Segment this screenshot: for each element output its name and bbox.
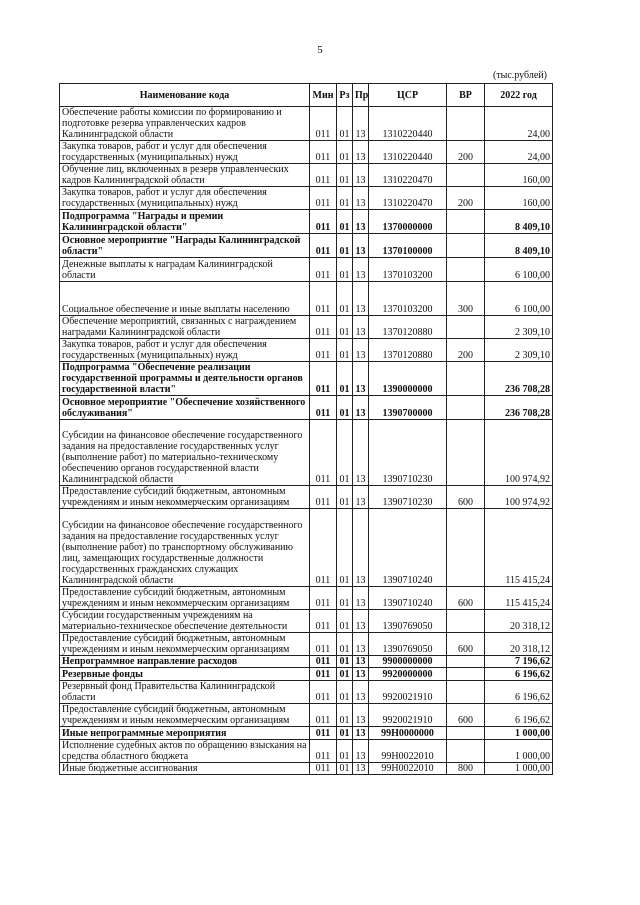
row-rz: 01 xyxy=(337,633,353,656)
row-min: 011 xyxy=(310,234,337,258)
row-csr: 1390710240 xyxy=(369,509,447,587)
row-sum: 1 000,00 xyxy=(485,727,553,740)
row-sum: 236 708,28 xyxy=(485,362,553,396)
row-min: 011 xyxy=(310,587,337,610)
row-csr: 99Н0022010 xyxy=(369,763,447,775)
row-min: 011 xyxy=(310,420,337,486)
row-min: 011 xyxy=(310,187,337,210)
row-pr: 13 xyxy=(353,258,369,282)
table-row xyxy=(60,282,553,316)
row-sum: 6 196,62 xyxy=(485,668,553,681)
row-pr: 13 xyxy=(353,740,369,763)
row-name: Основное мероприятие "Награды Калининградской области" xyxy=(60,234,310,258)
row-min: 011 xyxy=(310,633,337,656)
row-sum: 6 196,62 xyxy=(485,704,553,727)
row-csr: 1310220440 xyxy=(369,141,447,164)
table-row xyxy=(60,141,553,164)
row-min: 011 xyxy=(310,509,337,587)
row-rz: 01 xyxy=(337,727,353,740)
row-csr: 1390000000 xyxy=(369,362,447,396)
row-pr: 13 xyxy=(353,210,369,234)
row-csr: 1370000000 xyxy=(369,210,447,234)
table-row xyxy=(60,258,553,282)
table-row xyxy=(60,187,553,210)
row-csr: 1370103200 xyxy=(369,258,447,282)
row-vr xyxy=(447,396,485,420)
row-sum: 115 415,24 xyxy=(485,509,553,587)
row-sum: 20 318,12 xyxy=(485,610,553,633)
row-name: Резервный фонд Правительства Калининградской области xyxy=(60,681,310,704)
row-min: 011 xyxy=(310,258,337,282)
row-min: 011 xyxy=(310,396,337,420)
row-pr: 13 xyxy=(353,704,369,727)
row-rz: 01 xyxy=(337,258,353,282)
row-pr: 13 xyxy=(353,420,369,486)
row-vr xyxy=(447,164,485,187)
row-name: Субсидии на финансовое обеспечение государственного задания на предоставление государственных услуг (выполнение работ) по транспортному обслуживанию лиц, замещающих государственные должности государственных гражданских служащих Калининградской области xyxy=(60,509,310,587)
row-name: Социальное обеспечение и иные выплаты населению xyxy=(60,282,310,316)
row-rz: 01 xyxy=(337,362,353,396)
row-name: Иные непрограммные мероприятия xyxy=(60,727,310,740)
row-csr: 1310220470 xyxy=(369,187,447,210)
header-name: Наименование кода xyxy=(60,84,310,107)
row-vr xyxy=(447,727,485,740)
row-pr: 13 xyxy=(353,727,369,740)
row-vr: 600 xyxy=(447,587,485,610)
row-pr: 13 xyxy=(353,141,369,164)
row-vr xyxy=(447,210,485,234)
row-pr: 13 xyxy=(353,763,369,775)
row-rz: 01 xyxy=(337,681,353,704)
row-vr xyxy=(447,258,485,282)
row-min: 011 xyxy=(310,362,337,396)
row-sum: 160,00 xyxy=(485,164,553,187)
table-row-subtotal xyxy=(60,668,553,681)
row-sum: 20 318,12 xyxy=(485,633,553,656)
row-rz: 01 xyxy=(337,656,353,668)
row-rz: 01 xyxy=(337,316,353,339)
row-csr: 1390769050 xyxy=(369,610,447,633)
row-name: Субсидии на финансовое обеспечение государственного задания на предоставление государственных услуг (выполнение работ) по материально-техническому обеспечению органов государственной власти Калининградской области xyxy=(60,420,310,486)
row-vr: 300 xyxy=(447,282,485,316)
row-pr: 13 xyxy=(353,587,369,610)
row-min: 011 xyxy=(310,282,337,316)
row-rz: 01 xyxy=(337,339,353,362)
table-row xyxy=(60,587,553,610)
row-csr: 1370100000 xyxy=(369,234,447,258)
table-row xyxy=(60,509,553,587)
table-row-subtotal xyxy=(60,656,553,668)
row-pr: 13 xyxy=(353,282,369,316)
row-name: Подпрограмма "Награды и премии Калининградской области" xyxy=(60,210,310,234)
row-pr: 13 xyxy=(353,668,369,681)
row-csr: 1370120880 xyxy=(369,339,447,362)
row-min: 011 xyxy=(310,656,337,668)
header-min: Мин xyxy=(310,84,337,107)
row-name: Закупка товаров, работ и услуг для обеспечения государственных (муниципальных) нужд xyxy=(60,339,310,362)
row-sum: 8 409,10 xyxy=(485,234,553,258)
row-sum: 1 000,00 xyxy=(485,763,553,775)
row-vr xyxy=(447,420,485,486)
table-row-subtotal xyxy=(60,234,553,258)
row-csr: 1390710230 xyxy=(369,486,447,509)
row-name: Предоставление субсидий бюджетным, автономным учреждениям и иным некоммерческим организациям xyxy=(60,704,310,727)
row-name: Основное мероприятие "Обеспечение хозяйственного обслуживания" xyxy=(60,396,310,420)
row-min: 011 xyxy=(310,704,337,727)
row-sum: 24,00 xyxy=(485,107,553,141)
table-row xyxy=(60,704,553,727)
row-min: 011 xyxy=(310,486,337,509)
row-pr: 13 xyxy=(353,107,369,141)
table-header-row xyxy=(60,84,553,107)
row-csr: 9900000000 xyxy=(369,656,447,668)
row-pr: 13 xyxy=(353,396,369,420)
row-vr xyxy=(447,509,485,587)
row-rz: 01 xyxy=(337,282,353,316)
row-vr: 600 xyxy=(447,704,485,727)
row-rz: 01 xyxy=(337,141,353,164)
row-name: Предоставление субсидий бюджетным, автономным учреждениям и иным некоммерческим организациям xyxy=(60,587,310,610)
row-vr: 200 xyxy=(447,187,485,210)
row-rz: 01 xyxy=(337,509,353,587)
header-pr: Пр xyxy=(353,84,369,107)
row-csr: 1390710230 xyxy=(369,420,447,486)
row-min: 011 xyxy=(310,681,337,704)
table-row xyxy=(60,681,553,704)
row-pr: 13 xyxy=(353,656,369,668)
row-min: 011 xyxy=(310,727,337,740)
row-pr: 13 xyxy=(353,362,369,396)
row-pr: 13 xyxy=(353,164,369,187)
row-rz: 01 xyxy=(337,740,353,763)
row-rz: 01 xyxy=(337,704,353,727)
row-rz: 01 xyxy=(337,486,353,509)
row-csr: 1390769050 xyxy=(369,633,447,656)
row-pr: 13 xyxy=(353,681,369,704)
row-rz: 01 xyxy=(337,396,353,420)
row-name: Непрограммное направление расходов xyxy=(60,656,310,668)
table-row xyxy=(60,763,553,775)
row-min: 011 xyxy=(310,164,337,187)
row-name: Закупка товаров, работ и услуг для обеспечения государственных (муниципальных) нужд xyxy=(60,187,310,210)
row-sum: 24,00 xyxy=(485,141,553,164)
row-name: Обеспечение мероприятий, связанных с награждением наградами Калининградской области xyxy=(60,316,310,339)
row-name: Исполнение судебных актов по обращению взыскания на средства областного бюджета xyxy=(60,740,310,763)
row-csr: 1390700000 xyxy=(369,396,447,420)
row-min: 011 xyxy=(310,210,337,234)
row-name: Закупка товаров, работ и услуг для обеспечения государственных (муниципальных) нужд xyxy=(60,141,310,164)
row-pr: 13 xyxy=(353,187,369,210)
row-name: Резервные фонды xyxy=(60,668,310,681)
row-pr: 13 xyxy=(353,509,369,587)
row-rz: 01 xyxy=(337,234,353,258)
table-row-subtotal xyxy=(60,396,553,420)
units-label: (тыс.рублей) xyxy=(492,70,547,81)
row-sum: 1 000,00 xyxy=(485,740,553,763)
row-rz: 01 xyxy=(337,164,353,187)
row-vr xyxy=(447,681,485,704)
row-min: 011 xyxy=(310,107,337,141)
row-name: Предоставление субсидий бюджетным, автономным учреждениям и иным некоммерческим организациям xyxy=(60,633,310,656)
row-csr: 1310220440 xyxy=(369,107,447,141)
row-min: 011 xyxy=(310,316,337,339)
table-row-subtotal xyxy=(60,210,553,234)
table-row xyxy=(60,316,553,339)
table-row xyxy=(60,107,553,141)
row-vr: 600 xyxy=(447,486,485,509)
row-sum: 236 708,28 xyxy=(485,396,553,420)
row-vr xyxy=(447,107,485,141)
row-csr: 9920021910 xyxy=(369,681,447,704)
row-rz: 01 xyxy=(337,210,353,234)
row-csr: 1390710240 xyxy=(369,587,447,610)
row-rz: 01 xyxy=(337,668,353,681)
row-vr xyxy=(447,610,485,633)
row-name: Обучение лиц, включенных в резерв управленческих кадров Калининградской области xyxy=(60,164,310,187)
row-csr: 9920000000 xyxy=(369,668,447,681)
row-sum: 7 196,62 xyxy=(485,656,553,668)
header-year: 2022 год xyxy=(485,84,553,107)
row-vr: 600 xyxy=(447,633,485,656)
row-sum: 6 196,62 xyxy=(485,681,553,704)
row-sum: 100 974,92 xyxy=(485,486,553,509)
row-name: Предоставление субсидий бюджетным, автономным учреждениям и иным некоммерческим организациям xyxy=(60,486,310,509)
row-csr: 1370103200 xyxy=(369,282,447,316)
row-rz: 01 xyxy=(337,187,353,210)
row-sum: 2 309,10 xyxy=(485,339,553,362)
row-min: 011 xyxy=(310,339,337,362)
row-pr: 13 xyxy=(353,339,369,362)
row-csr: 1310220470 xyxy=(369,164,447,187)
row-vr xyxy=(447,740,485,763)
row-vr xyxy=(447,668,485,681)
row-min: 011 xyxy=(310,740,337,763)
page-number: 5 xyxy=(317,44,323,56)
row-rz: 01 xyxy=(337,107,353,141)
budget-table xyxy=(59,83,553,775)
table-row xyxy=(60,420,553,486)
table-row-subtotal xyxy=(60,727,553,740)
header-rz: Рз xyxy=(337,84,353,107)
row-csr: 99Н0022010 xyxy=(369,740,447,763)
row-vr: 200 xyxy=(447,339,485,362)
row-rz: 01 xyxy=(337,420,353,486)
row-vr xyxy=(447,234,485,258)
row-sum: 115 415,24 xyxy=(485,587,553,610)
row-name: Иные бюджетные ассигнования xyxy=(60,763,310,775)
row-pr: 13 xyxy=(353,610,369,633)
row-sum: 100 974,92 xyxy=(485,420,553,486)
header-vr: ВР xyxy=(447,84,485,107)
row-name: Обеспечение работы комиссии по формированию и подготовке резерва управленческих кадров Калининградской области xyxy=(60,107,310,141)
row-rz: 01 xyxy=(337,610,353,633)
row-vr xyxy=(447,656,485,668)
row-csr: 1370120880 xyxy=(369,316,447,339)
row-vr xyxy=(447,316,485,339)
table-row xyxy=(60,486,553,509)
row-pr: 13 xyxy=(353,486,369,509)
row-vr: 800 xyxy=(447,763,485,775)
table-row xyxy=(60,740,553,763)
table-row xyxy=(60,164,553,187)
row-name: Субсидии государственным учреждениям на материально-техническое обеспечение деятельности xyxy=(60,610,310,633)
row-sum: 8 409,10 xyxy=(485,210,553,234)
row-sum: 6 100,00 xyxy=(485,282,553,316)
row-pr: 13 xyxy=(353,633,369,656)
row-vr: 200 xyxy=(447,141,485,164)
table-row xyxy=(60,339,553,362)
row-pr: 13 xyxy=(353,316,369,339)
row-min: 011 xyxy=(310,141,337,164)
header-csr: ЦСР xyxy=(369,84,447,107)
row-sum: 6 100,00 xyxy=(485,258,553,282)
table-row xyxy=(60,633,553,656)
table-row xyxy=(60,610,553,633)
row-min: 011 xyxy=(310,610,337,633)
row-pr: 13 xyxy=(353,234,369,258)
row-sum: 2 309,10 xyxy=(485,316,553,339)
row-name: Денежные выплаты к наградам Калининградской области xyxy=(60,258,310,282)
row-vr xyxy=(447,362,485,396)
row-csr: 9920021910 xyxy=(369,704,447,727)
table-row-subtotal xyxy=(60,362,553,396)
row-csr: 99Н0000000 xyxy=(369,727,447,740)
row-rz: 01 xyxy=(337,587,353,610)
row-min: 011 xyxy=(310,668,337,681)
row-sum: 160,00 xyxy=(485,187,553,210)
row-name: Подпрограмма "Обеспечение реализации государственной программы и деятельности органов государственной власти" xyxy=(60,362,310,396)
row-rz: 01 xyxy=(337,763,353,775)
row-min: 011 xyxy=(310,763,337,775)
